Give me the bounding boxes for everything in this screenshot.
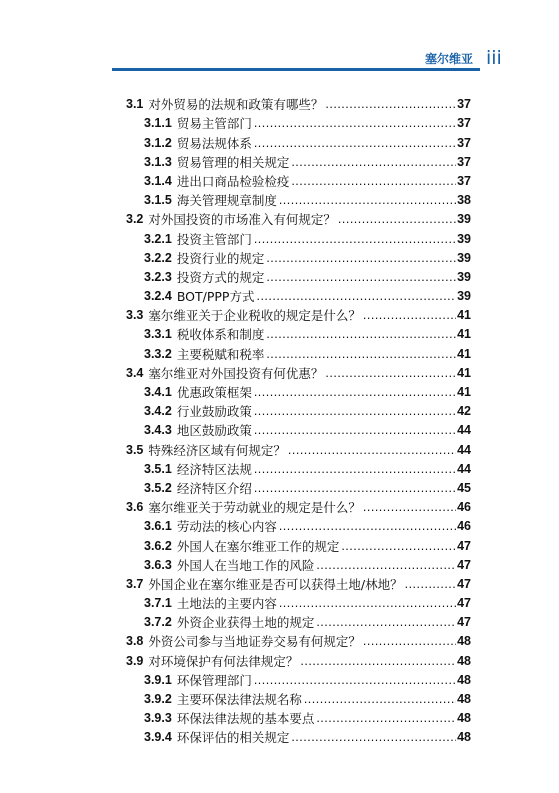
toc-entry-page: 44 <box>457 442 471 457</box>
toc-entry-page: 38 <box>457 193 471 208</box>
toc-entry-title: 经济特区介绍 <box>176 480 252 496</box>
toc-entry-title: 投资方式的规定 <box>176 269 265 285</box>
toc-entry-number: 3.1.1 <box>144 116 172 131</box>
toc-entry-page: 45 <box>457 480 471 495</box>
toc-entry[interactable] <box>126 344 471 363</box>
toc-entry[interactable] <box>126 709 471 728</box>
toc-entry-number: 3.1 <box>126 97 144 112</box>
toc-entry[interactable] <box>126 671 471 690</box>
dot-leader <box>266 325 456 344</box>
toc-entry-title: 投资行业的规定 <box>176 250 265 266</box>
dot-leader <box>254 460 456 479</box>
dot-leader <box>266 345 456 364</box>
toc-entry-number: 3.3.1 <box>144 327 172 342</box>
toc-entry[interactable] <box>126 517 471 536</box>
toc-entry[interactable] <box>126 114 471 133</box>
toc-entry-title: 对环境保护有何法律规定？ <box>148 653 299 669</box>
toc-entry[interactable] <box>126 210 471 229</box>
toc-entry-page: 44 <box>457 461 471 476</box>
toc-entry-title: 土地法的主要内容 <box>176 596 277 612</box>
dot-leader <box>363 306 456 325</box>
toc-entry-title: 劳动法的核心内容 <box>176 519 277 535</box>
dot-leader <box>291 153 456 172</box>
page-header <box>0 0 559 75</box>
dot-leader <box>254 230 456 249</box>
toc-entry-page: 48 <box>457 730 471 745</box>
toc-entry-page: 47 <box>457 557 471 572</box>
toc-entry-title: 外资企业获得土地的规定 <box>176 615 315 631</box>
toc-entry[interactable] <box>126 306 471 325</box>
toc-entry-page: 41 <box>457 385 471 399</box>
dot-leader <box>316 556 456 575</box>
toc-entry[interactable] <box>126 479 471 498</box>
toc-entry-number: 3.4.1 <box>144 385 172 399</box>
dot-leader <box>266 268 456 287</box>
toc-entry-page: 37 <box>457 154 471 169</box>
toc-entry[interactable] <box>126 325 471 344</box>
toc-entry-page: 37 <box>457 173 471 188</box>
toc-entry[interactable] <box>126 133 471 152</box>
toc-entry-number: 3.7.1 <box>144 596 172 611</box>
toc-entry[interactable] <box>126 268 471 287</box>
running-header-title: 塞尔维亚 <box>424 52 473 66</box>
toc-entry[interactable] <box>126 172 471 191</box>
toc-entry-number: 3.6.2 <box>144 538 172 553</box>
toc-entry[interactable] <box>126 613 471 632</box>
toc-entry-page: 47 <box>457 596 471 611</box>
toc-entry-title: 行业鼓励政策 <box>176 404 252 420</box>
toc-entry-title: 特殊经济区域有何规定？ <box>148 442 286 458</box>
toc-entry-number: 3.8 <box>126 634 144 649</box>
toc-entry-number: 3.3 <box>126 308 144 323</box>
toc-entry-number: 3.1.2 <box>144 135 172 150</box>
toc-entry-number: 3.9 <box>126 653 144 668</box>
toc-entry-title: 外国企业在塞尔维亚是否可以获得土地/林地？ <box>148 576 403 592</box>
toc-entry[interactable] <box>126 690 471 709</box>
toc-entry[interactable] <box>126 575 471 594</box>
toc-entry-page: 39 <box>457 212 471 227</box>
toc-entry-number: 3.7 <box>126 576 144 591</box>
toc-entry[interactable] <box>126 364 471 383</box>
toc-entry-page: 41 <box>457 346 471 361</box>
toc-entry-title: 对外贸易的法规和政策有哪些？ <box>148 97 324 113</box>
toc-entry-title: 外国人在当地工作的风险 <box>176 557 315 573</box>
dot-leader <box>363 498 456 517</box>
toc-entry-page: 48 <box>457 692 471 706</box>
toc-entry[interactable] <box>126 594 471 613</box>
toc-entry-page: 39 <box>457 289 471 304</box>
dot-leader <box>363 632 456 651</box>
dot-leader <box>254 383 456 402</box>
toc-entry-number: 3.2.4 <box>144 289 172 304</box>
toc-entry-page: 47 <box>457 538 471 553</box>
toc-entry-number: 3.4 <box>126 365 144 380</box>
toc-entry-page: 46 <box>457 500 471 515</box>
toc-entry-title: 外资公司参与当地证券交易有何规定？ <box>148 634 361 650</box>
toc-entry[interactable] <box>126 728 471 747</box>
toc-entry-page: 41 <box>457 327 471 342</box>
toc-entry-number: 3.9.4 <box>144 730 172 745</box>
toc-entry-page: 48 <box>457 672 471 687</box>
toc-entry-title: 海关管理规章制度 <box>176 193 277 209</box>
dot-leader <box>279 191 456 210</box>
dot-leader <box>341 537 456 556</box>
toc-entry-number: 3.1.4 <box>144 173 172 188</box>
toc-entry-page: 39 <box>457 269 471 284</box>
toc-entry-number: 3.9.3 <box>144 711 172 726</box>
toc-entry-title: 优惠政策框架 <box>176 385 252 400</box>
toc-entry-title: 塞尔维亚关于劳动就业的规定是什么？ <box>148 500 361 516</box>
toc-entry[interactable] <box>126 440 471 459</box>
toc-entry-page: 41 <box>457 308 471 323</box>
dot-leader <box>256 287 456 306</box>
dot-leader <box>325 95 456 114</box>
toc-entry-number: 3.5.1 <box>144 461 172 476</box>
toc-entry-page: 39 <box>457 231 471 246</box>
header-rule <box>112 68 480 71</box>
toc-entry[interactable] <box>126 651 471 670</box>
dot-leader <box>325 364 456 383</box>
dot-leader <box>279 517 456 536</box>
toc-entry-number: 3.5.2 <box>144 480 172 495</box>
toc-entry-title: 主要环保法律法规名称 <box>176 692 302 707</box>
toc-entry-title: 地区鼓励政策 <box>176 423 252 439</box>
dot-leader <box>254 671 456 690</box>
toc-entry-number: 3.4.2 <box>144 404 172 419</box>
toc-entry[interactable] <box>126 229 471 248</box>
toc-entry[interactable] <box>126 191 471 210</box>
toc-entry-number: 3.6.3 <box>144 557 172 572</box>
toc-entry[interactable] <box>126 536 471 555</box>
toc-entry-page: 48 <box>457 634 471 649</box>
toc-entry-page: 47 <box>457 615 471 630</box>
toc-entry[interactable] <box>126 632 471 651</box>
toc-entry-page: 41 <box>457 365 471 380</box>
toc-entry-page: 37 <box>457 116 471 131</box>
toc-entry-number: 3.2.2 <box>144 250 172 265</box>
toc-entry-title: 外国人在塞尔维亚工作的规定 <box>176 538 340 554</box>
toc-entry-title: 税收体系和制度 <box>176 327 265 343</box>
toc-entry-title: BOT/PPP方式 <box>176 289 255 305</box>
toc-entry-title: 贸易主管部门 <box>176 116 252 132</box>
toc-entry-number: 3.7.2 <box>144 615 172 630</box>
toc-entry-title: 环保评估的相关规定 <box>176 730 290 746</box>
toc-entry-title: 经济特区法规 <box>176 461 252 477</box>
dot-leader <box>254 402 456 421</box>
toc-entry-title: 塞尔维亚关于企业税收的规定是什么？ <box>148 308 361 324</box>
toc-entry[interactable] <box>126 95 471 114</box>
toc-entry[interactable] <box>126 153 471 172</box>
toc-entry-title: 贸易管理的相关规定 <box>176 154 290 170</box>
toc-entry-number: 3.2.1 <box>144 231 172 246</box>
dot-leader <box>254 114 456 133</box>
toc-entry-page: 37 <box>457 97 471 112</box>
toc-entry-page: 48 <box>457 653 471 668</box>
toc-entry[interactable] <box>126 287 471 306</box>
toc-entry-number: 3.5 <box>126 442 144 457</box>
toc-entry-number: 3.9.2 <box>144 692 172 706</box>
toc-entry-title: 主要税赋和税率 <box>176 346 265 362</box>
table-of-contents <box>126 95 471 747</box>
dot-leader <box>304 690 456 709</box>
dot-leader <box>254 479 456 498</box>
dot-leader <box>254 134 456 153</box>
dot-leader <box>316 709 456 728</box>
toc-entry-title: 进出口商品检验检疫 <box>176 173 290 189</box>
toc-entry-page: 37 <box>457 135 471 150</box>
toc-entry-number: 3.9.1 <box>144 672 172 687</box>
toc-entry[interactable] <box>126 460 471 479</box>
toc-entry-number: 3.4.3 <box>144 423 172 438</box>
toc-entry[interactable] <box>126 421 471 440</box>
dot-leader <box>405 575 456 594</box>
toc-entry-number: 3.1.3 <box>144 154 172 169</box>
toc-entry-title: 塞尔维亚对外国投资有何优惠？ <box>148 365 324 381</box>
toc-entry[interactable] <box>126 402 471 421</box>
toc-entry-page: 39 <box>457 250 471 265</box>
dot-leader <box>279 594 456 613</box>
toc-entry-number: 3.2.3 <box>144 269 172 284</box>
toc-entry[interactable] <box>126 498 471 517</box>
toc-entry-page: 44 <box>457 423 471 438</box>
dot-leader <box>316 613 456 632</box>
page-number: iii <box>486 47 502 69</box>
toc-entry[interactable] <box>126 556 471 575</box>
toc-entry-title: 对外国投资的市场准入有何规定？ <box>148 212 336 228</box>
toc-entry-page: 42 <box>457 404 471 419</box>
toc-entry-title: 贸易法规体系 <box>176 135 252 151</box>
dot-leader <box>254 421 456 440</box>
toc-entry-page: 47 <box>457 576 471 591</box>
toc-entry-title: 环保管理部门 <box>176 672 252 688</box>
toc-entry-number: 3.6.1 <box>144 519 172 534</box>
toc-entry-number: 3.6 <box>126 500 144 515</box>
dot-leader <box>291 172 456 191</box>
toc-entry-number: 3.2 <box>126 212 144 227</box>
toc-entry[interactable] <box>126 383 471 402</box>
toc-entry-number: 3.1.5 <box>144 193 172 208</box>
toc-entry-page: 46 <box>457 519 471 534</box>
toc-entry-title: 环保法律法规的基本要点 <box>176 711 315 727</box>
toc-entry[interactable] <box>126 249 471 268</box>
toc-entry-title: 投资主管部门 <box>176 231 252 247</box>
dot-leader <box>288 441 456 460</box>
toc-entry-page: 48 <box>457 711 471 726</box>
dot-leader <box>338 210 456 229</box>
dot-leader <box>266 249 456 268</box>
toc-entry-number: 3.3.2 <box>144 346 172 361</box>
dot-leader <box>300 652 456 671</box>
dot-leader <box>291 728 456 747</box>
